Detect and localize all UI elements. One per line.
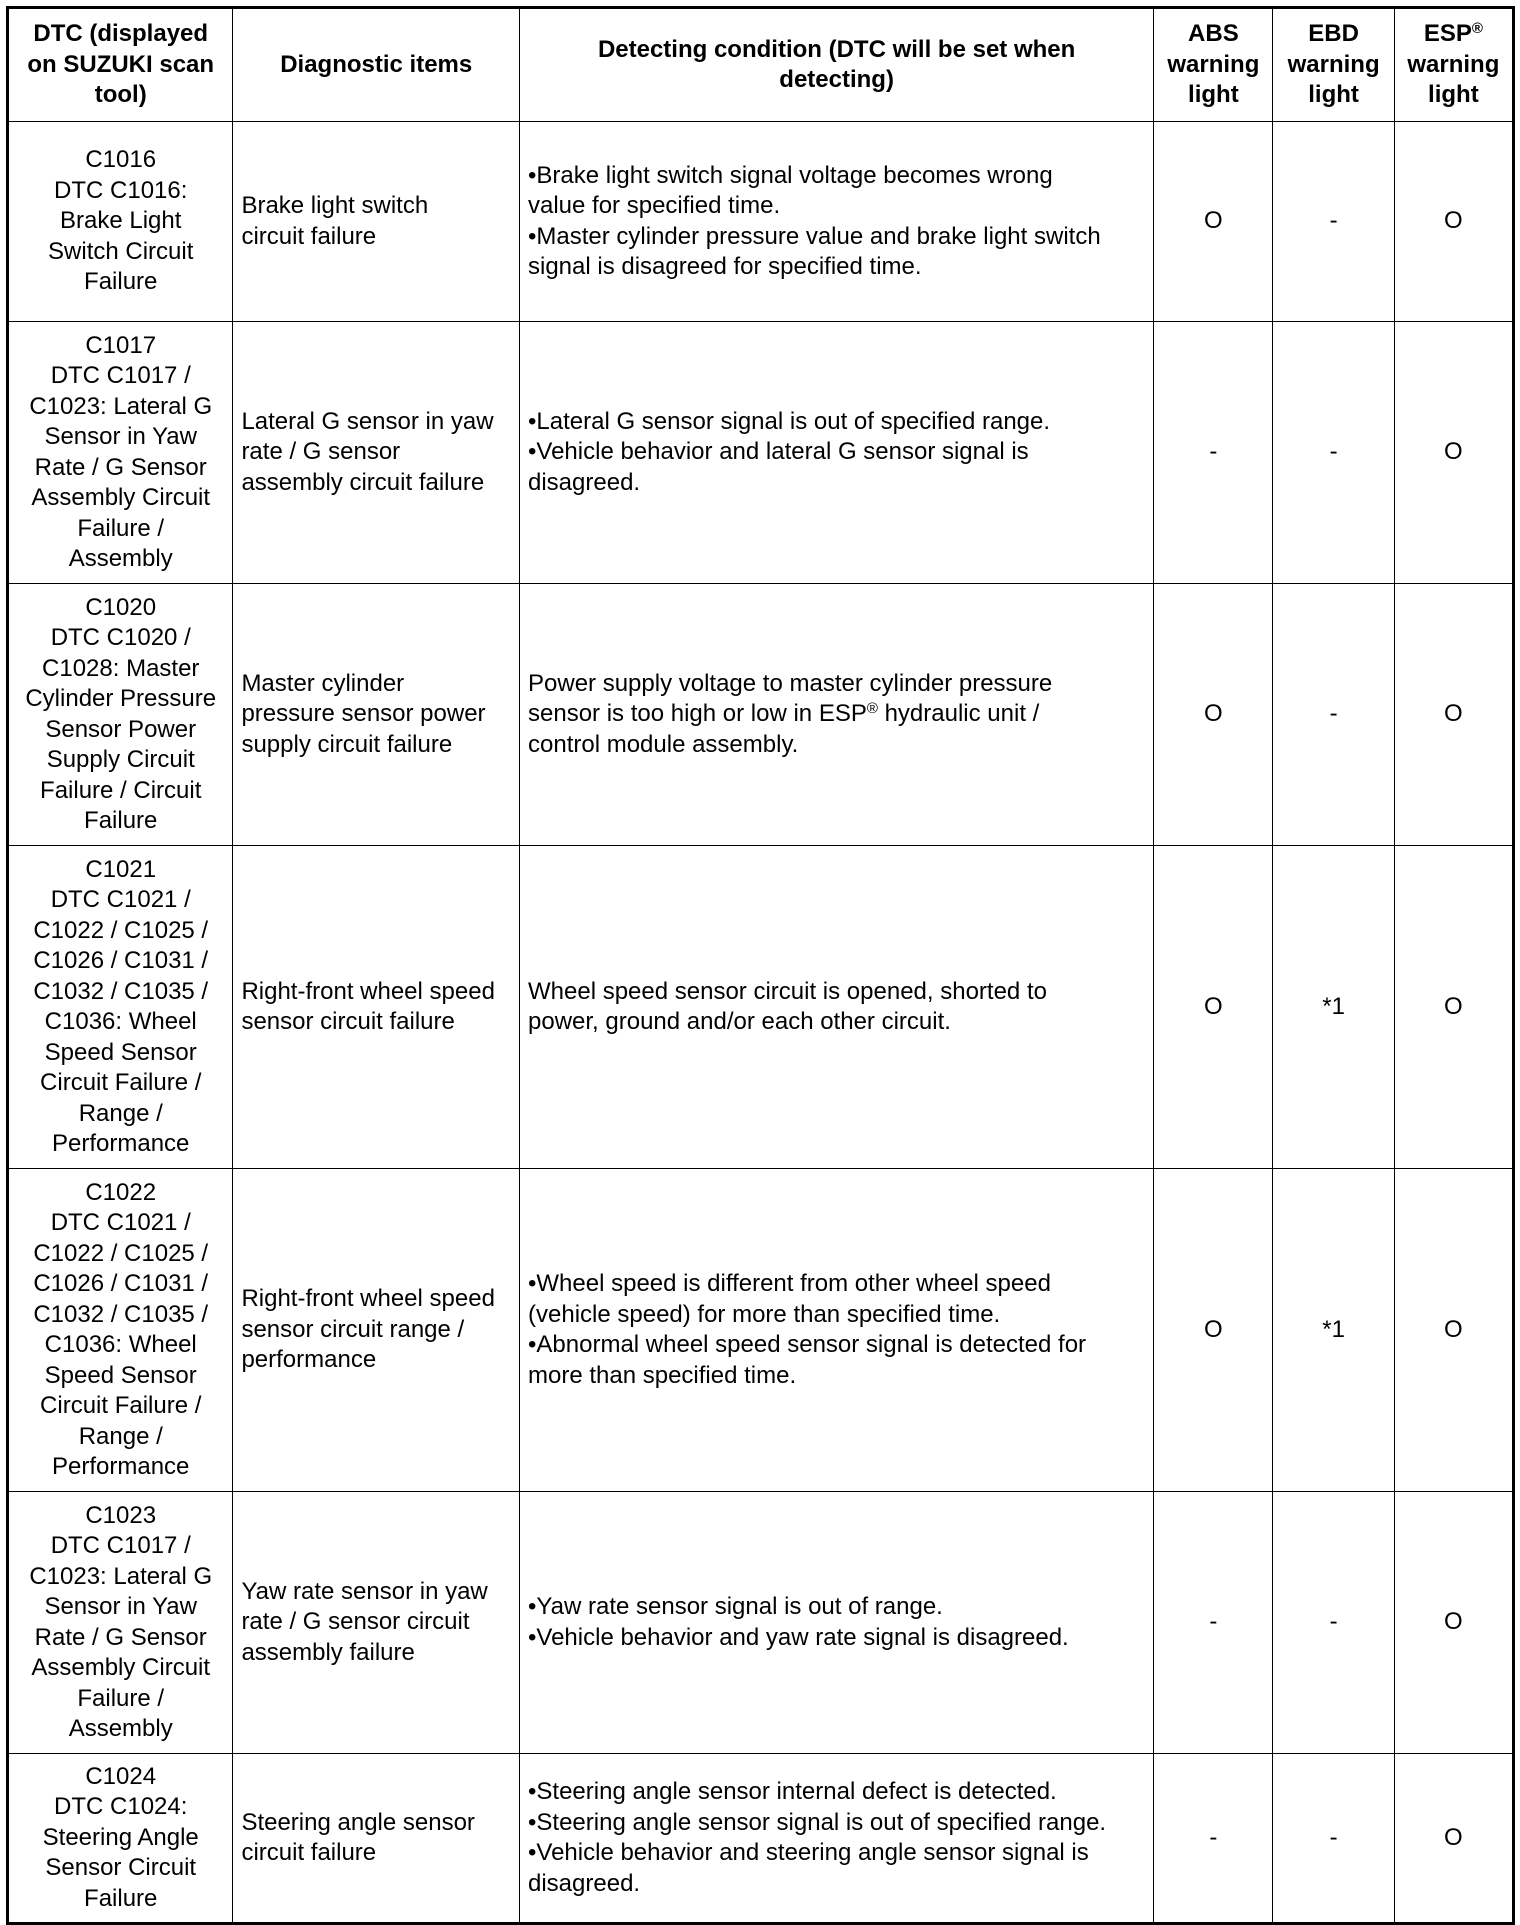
table-row — [8, 584, 1514, 846]
table-row — [8, 322, 1514, 584]
header-ebd: EBD warning light — [1273, 8, 1394, 122]
detecting-condition-cell: Power supply voltage to master cylinder pressure sensor is too high or low in ESP® hydraulic unit / control module assembly. — [520, 584, 1154, 846]
header-dtc: DTC (displayed on SUZUKI scan tool) — [8, 8, 233, 122]
detecting-condition-cell: •Lateral G sensor signal is out of specified range. •Vehicle behavior and lateral G sensor signal is disagreed. — [520, 322, 1154, 584]
ebd-mark: - — [1273, 584, 1394, 846]
abs-mark: - — [1154, 1492, 1273, 1754]
dtc-cell: C1023 DTC C1017 / C1023: Lateral G Sensor in Yaw Rate / G Sensor Assembly Circuit Failure / Assembly — [8, 1492, 233, 1754]
diagnostic-item-cell: Master cylinder pressure sensor power supply circuit failure — [233, 584, 520, 846]
header-abs: ABS warning light — [1154, 8, 1273, 122]
abs-mark: O — [1154, 122, 1273, 322]
detecting-condition-cell: •Wheel speed is different from other wheel speed (vehicle speed) for more than specified time. •Abnormal wheel speed sensor signal is detected for more than specified time. — [520, 1169, 1154, 1492]
ebd-mark: - — [1273, 122, 1394, 322]
ebd-mark: *1 — [1273, 1169, 1394, 1492]
abs-mark: - — [1154, 1754, 1273, 1924]
diagnostic-item-cell: Yaw rate sensor in yaw rate / G sensor circuit assembly failure — [233, 1492, 520, 1754]
detecting-condition-cell: Wheel speed sensor circuit is opened, shorted to power, ground and/or each other circuit. — [520, 846, 1154, 1169]
table-row — [8, 846, 1514, 1169]
dtc-cell: C1016 DTC C1016: Brake Light Switch Circuit Failure — [8, 122, 233, 322]
esp-mark: O — [1394, 846, 1513, 1169]
ebd-mark: - — [1273, 1754, 1394, 1924]
detecting-condition-cell: •Steering angle sensor internal defect is detected. •Steering angle sensor signal is out of specified range. •Vehicle behavior and steering angle sensor signal is disagreed. — [520, 1754, 1154, 1924]
esp-mark: O — [1394, 584, 1513, 846]
header-detecting-condition: Detecting condition (DTC will be set when detecting) — [520, 8, 1154, 122]
dtc-table — [6, 6, 1515, 1925]
dtc-cell: C1024 DTC C1024: Steering Angle Sensor Circuit Failure — [8, 1754, 233, 1924]
diagnostic-item-cell: Steering angle sensor circuit failure — [233, 1754, 520, 1924]
abs-mark: - — [1154, 322, 1273, 584]
table-row — [8, 1492, 1514, 1754]
abs-mark: O — [1154, 584, 1273, 846]
abs-mark: O — [1154, 1169, 1273, 1492]
table-row — [8, 122, 1514, 322]
diagnostic-item-cell: Right-front wheel speed sensor circuit failure — [233, 846, 520, 1169]
ebd-mark: - — [1273, 322, 1394, 584]
table-row — [8, 1754, 1514, 1924]
dtc-cell: C1022 DTC C1021 / C1022 / C1025 / C1026 / C1031 / C1032 / C1035 / C1036: Wheel Speed Sensor Circuit Failure / Range / Performance — [8, 1169, 233, 1492]
ebd-mark: *1 — [1273, 846, 1394, 1169]
abs-mark: O — [1154, 846, 1273, 1169]
detecting-condition-cell: •Brake light switch signal voltage becomes wrong value for specified time. •Master cylinder pressure value and brake light switch signal is disagreed for specified time. — [520, 122, 1154, 322]
diagnostic-item-cell: Lateral G sensor in yaw rate / G sensor assembly circuit failure — [233, 322, 520, 584]
esp-mark: O — [1394, 1169, 1513, 1492]
header-esp: ESP® warning light — [1394, 8, 1513, 122]
esp-mark: O — [1394, 1754, 1513, 1924]
diagnostic-item-cell: Right-front wheel speed sensor circuit range / performance — [233, 1169, 520, 1492]
table-row — [8, 1169, 1514, 1492]
dtc-cell: C1020 DTC C1020 / C1028: Master Cylinder Pressure Sensor Power Supply Circuit Failure / Circuit Failure — [8, 584, 233, 846]
esp-mark: O — [1394, 322, 1513, 584]
ebd-mark: - — [1273, 1492, 1394, 1754]
detecting-condition-cell: •Yaw rate sensor signal is out of range. •Vehicle behavior and yaw rate signal is disagreed. — [520, 1492, 1154, 1754]
esp-mark: O — [1394, 122, 1513, 322]
header-row — [8, 8, 1514, 122]
diagnostic-item-cell: Brake light switch circuit failure — [233, 122, 520, 322]
header-diagnostic-items: Diagnostic items — [233, 8, 520, 122]
dtc-cell: C1021 DTC C1021 / C1022 / C1025 / C1026 / C1031 / C1032 / C1035 / C1036: Wheel Speed Sensor Circuit Failure / Range / Performance — [8, 846, 233, 1169]
esp-mark: O — [1394, 1492, 1513, 1754]
dtc-cell: C1017 DTC C1017 / C1023: Lateral G Sensor in Yaw Rate / G Sensor Assembly Circuit Failure / Assembly — [8, 322, 233, 584]
